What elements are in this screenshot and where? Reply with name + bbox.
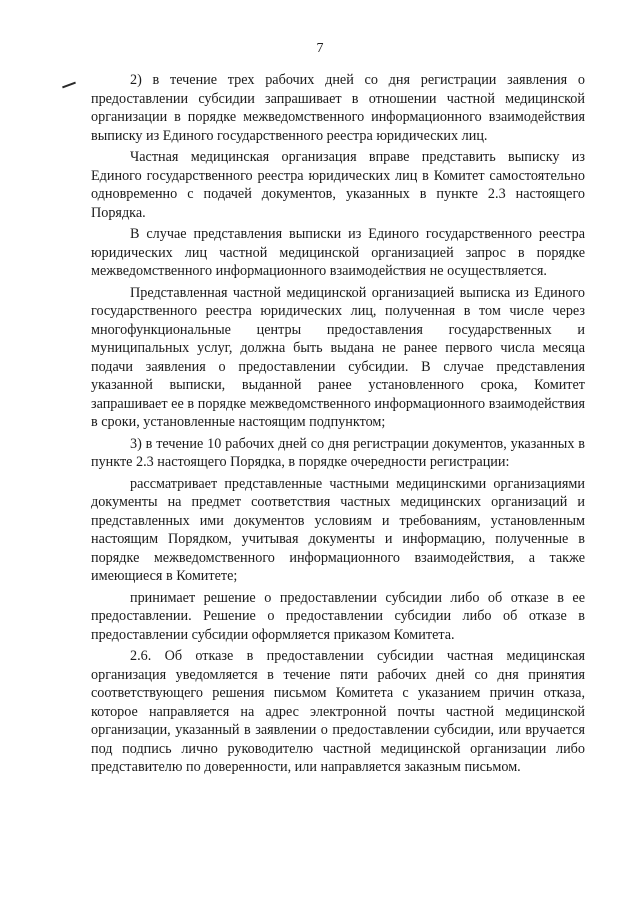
paragraph-self-submission: Частная медицинская организация вправе представить выписку из Единого государственного реестра юридических лиц в Комитет самостоятельно одновременно с подачей документов, указанных в пункте 2.3 настоящего Порядка. bbox=[91, 149, 585, 221]
document-body bbox=[91, 71, 585, 780]
paragraph-item-3: 3) в течение 10 рабочих дней со дня регистрации документов, указанных в пункте 2.3 настоящего Порядка, в порядке очередности регистрации: bbox=[91, 435, 585, 470]
paragraph-2-6-refusal-notice: 2.6. Об отказе в предоставлении субсидии частная медицинская организация уведомляется в течение пяти рабочих дней со дня принятия соответствующего решения письмом Комитета с указанием причин отказа, которое направляется на адрес электронной почты частной медицинской организации, указанный в заявлении о предоставлении субсидии, или вручается под подпись лично руководителю частной медицинской организации либо представителю по доверенности, или направляется заказным письмом. bbox=[91, 648, 585, 775]
page-number: 7 bbox=[316, 41, 324, 56]
paragraph-extract-validity: Представленная частной медицинской организацией выписка из Единого государственного реестра юридических лиц, полученная в том числе через многофункциональные центры предоставления государственных и муниципальных услуг, должна быть выдана не ранее первого числа месяца подачи заявления о предоставлении субсидии. В случае представления указанной выписки, выданной ранее установленного срока, Комитет запрашивает ее в порядке межведомственного информационного взаимодействия в сроки, установленные настоящим подпунктом; bbox=[91, 284, 585, 430]
paragraph-item-2: 2) в течение трех рабочих дней со дня регистрации заявления о предоставлении субсидии запрашивает в отношении частной медицинской организации в порядке межведомственного информационного взаимодействия выписку из Единого государственного реестра юридических лиц. bbox=[91, 72, 585, 144]
paragraph-review: рассматривает представленные частными медицинскими организациями документы на предмет соответствия частных медицинских организаций и представленных ими документов условиям и требованиям, установленным настоящим Порядком, учитывая документы и информацию, полученные в порядке межведомственного информационного взаимодействия, а также имеющиеся в Комитете; bbox=[91, 475, 585, 584]
paragraph-no-request: В случае представления выписки из Единого государственного реестра юридических лиц частной медицинской организацией запрос в порядке межведомственного информационного взаимодействия не осуществляется. bbox=[91, 226, 585, 279]
paragraph-decision: принимает решение о предоставлении субсидии либо об отказе в ее предоставлении. Решение о предоставлении субсидии либо об отказе в предоставлении субсидии оформляется приказом Комитета. bbox=[91, 589, 585, 643]
margin-pen-mark bbox=[62, 82, 76, 89]
